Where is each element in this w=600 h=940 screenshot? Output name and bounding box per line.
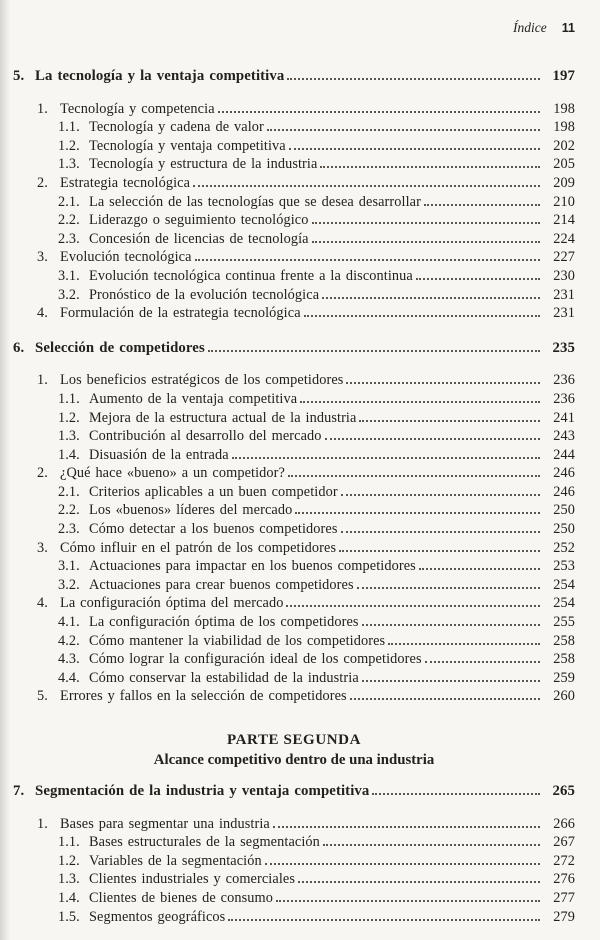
chapter-page-number: 235 [552,339,575,356]
toc-entry [13,632,575,651]
chapter-number: 5. [13,68,25,84]
dot-leader [208,350,540,352]
part-heading [13,730,575,770]
toc-entry [13,409,575,428]
toc-entry [13,815,575,834]
toc-entry [13,100,575,119]
entry-page-number: 198 [553,100,575,117]
chapter-heading [13,782,575,801]
entry-label: Errores y fallos en la selección de competidores [60,688,347,705]
dot-leader [232,457,540,459]
toc-entry [13,304,575,323]
toc-entry [13,371,575,390]
entry-label: Estrategia tecnológica [60,174,191,191]
chapter-heading [13,67,575,86]
toc-entry [13,650,575,669]
chapter-page-number: 197 [552,68,575,84]
chapter-title: Selección de competidores [35,339,205,356]
entry-page-number: 258 [553,651,575,668]
entry-page-number: 258 [553,632,575,649]
entry-number: 1.1. [58,834,80,851]
entry-page-number: 198 [553,119,575,136]
entry-label: Variables de la segmentación [89,852,262,869]
entry-number: 4.4. [58,669,80,686]
entry-page-number: 254 [553,576,575,593]
toc-entry [13,520,575,539]
entry-page-number: 230 [553,267,575,284]
entry-page-number: 252 [553,539,575,556]
entry-page-number: 255 [553,614,575,631]
dot-leader [267,129,540,131]
entry-number: 1.3. [58,156,80,173]
running-title: Índice [513,20,547,35]
chapter-entries [13,100,575,323]
chapter-title: La tecnología y la ventaja competitiva [35,68,285,84]
entry-page-number: 243 [553,428,575,445]
toc-entry [13,852,575,871]
entry-number: 1.2. [58,137,80,154]
toc-entry [13,267,575,286]
entry-label: Los «buenos» líderes del mercado [89,502,293,519]
toc-entry [13,248,575,267]
entry-label: Pronóstico de la evolución tecnológica [89,286,320,303]
toc-entry [13,211,575,230]
entry-number: 5. [37,688,48,705]
entry-page-number: 260 [553,688,575,705]
toc-entry [13,833,575,852]
toc-entry [13,576,575,595]
entry-number: 3.2. [58,576,80,593]
toc-entry [13,118,575,137]
toc-entry [13,427,575,446]
toc-entry [13,446,575,465]
chapter-title: Segmentación de la industria y ventaja competitiva [35,783,370,799]
entry-page-number: 250 [553,502,575,519]
dot-leader [425,661,540,663]
dot-leader [388,643,540,645]
entry-page-number: 244 [553,446,575,463]
entry-label: Criterios aplicables a un buen competidor [89,483,338,500]
dot-leader [312,222,540,224]
toc-entry [13,889,575,908]
chapter-heading [13,339,575,358]
entry-page-number: 231 [553,286,575,303]
entry-label: Clientes de bienes de consumo [89,889,273,906]
entry-page-number: 277 [553,889,575,906]
toc-entry [13,174,575,193]
entry-label: La configuración óptima del mercado [60,595,284,612]
entry-label: Actuaciones para impactar en los buenos competidores [89,558,416,575]
entry-label: Liderazgo o seguimiento tecnológico [89,212,309,229]
entry-label: Contribución al desarrollo del mercado [89,428,322,445]
toc-entry [13,193,575,212]
dot-leader [288,475,540,477]
entry-label: La configuración óptima de los competidores [89,614,359,631]
dot-leader [276,900,540,902]
toc-entry [13,669,575,688]
entry-page-number: 236 [553,390,575,407]
entry-number: 1.2. [58,852,80,869]
dot-leader [323,844,540,846]
entry-label: Bases estructurales de la segmentación [89,834,320,851]
dot-leader [287,78,540,80]
entry-label: Concesión de licencias de tecnología [89,230,309,247]
toc-entry [13,155,575,174]
entry-number: 3.1. [58,558,80,575]
dot-leader [416,278,540,280]
entry-number: 2.1. [58,193,80,210]
entry-number: 4.1. [58,614,80,631]
dot-leader [325,438,540,440]
entry-label: Formulación de la estrategia tecnológica [60,305,301,322]
toc-entry [13,870,575,889]
dot-leader [322,297,540,299]
dot-leader [359,420,540,422]
entry-label: Cómo detectar a los buenos competidores [89,521,338,538]
entry-number: 2.1. [58,483,80,500]
toc-entry [13,687,575,706]
entry-number: 3.1. [58,267,80,284]
dot-leader [228,919,540,921]
dot-leader [419,568,540,570]
toc-entry [13,464,575,483]
dot-leader [341,494,540,496]
toc-entry [13,230,575,249]
toc-entry [13,483,575,502]
entry-number: 3. [37,539,48,556]
part-number-line: PARTE SEGUNDA [226,732,362,748]
entry-label: Cómo conservar la estabilidad de la industria [89,669,359,686]
entry-page-number: 209 [553,174,575,191]
dot-leader [304,315,540,317]
entry-number: 4.2. [58,632,80,649]
entry-number: 4. [37,305,48,322]
chapter-page-number: 265 [552,783,575,799]
entry-page-number: 231 [553,305,575,322]
entry-page-number: 210 [553,193,575,210]
entry-page-number: 276 [553,871,575,888]
entry-number: 1.3. [58,428,80,445]
toc-entry [13,501,575,520]
entry-page-number: 224 [553,230,575,247]
dot-leader [273,826,540,828]
entry-number: 1.4. [58,889,80,906]
entry-label: Cómo lograr la configuración ideal de los competidores [89,651,422,668]
entry-number: 2. [37,174,48,191]
entry-number: 2.3. [58,521,80,538]
dot-leader [350,698,540,700]
dot-leader [312,241,540,243]
entry-number: 2.3. [58,230,80,247]
dot-leader [298,881,540,883]
entry-page-number: 253 [553,558,575,575]
dot-leader [362,680,540,682]
toc-entry [13,539,575,558]
entry-page-number: 205 [553,156,575,173]
entry-label: Tecnología y cadena de valor [89,119,264,136]
dot-leader [339,550,540,552]
dot-leader [286,605,540,607]
entry-label: Aumento de la ventaja competitiva [89,390,298,407]
entry-number: 1. [37,815,48,832]
toc-body [13,67,575,926]
entry-label: Mejora de la estructura actual de la industria [89,409,357,426]
entry-page-number: 259 [553,669,575,686]
entry-number: 1.5. [58,908,80,925]
entry-number: 1. [37,372,48,389]
toc-entry [13,557,575,576]
entry-label: Clientes industriales y comerciales [89,871,296,888]
dot-leader [295,512,540,514]
dot-leader [362,624,540,626]
entry-label: Tecnología y estructura de la industria [89,156,318,173]
toc-entry [13,594,575,613]
entry-page-number: 272 [553,852,575,869]
dot-leader [289,148,540,150]
toc-entry [13,613,575,632]
part-title-line: Alcance competitivo dentro de una industria [153,752,435,768]
entry-page-number: 236 [553,372,575,389]
entry-number: 4. [37,595,48,612]
entry-label: Disuasión de la entrada [89,446,229,463]
entry-number: 2.2. [58,502,80,519]
toc-entry [13,137,575,156]
entry-number: 3. [37,249,48,266]
entry-number: 1. [37,100,48,117]
entry-page-number: 246 [553,465,575,482]
page-header [13,20,575,36]
entry-label: Evolución tecnológica [60,249,192,266]
toc-entry [13,286,575,305]
entry-page-number: 267 [553,834,575,851]
entry-page-number: 202 [553,137,575,154]
chapter-number: 6. [13,339,25,356]
dot-leader [424,204,540,206]
entry-label: Cómo mantener la viabilidad de los competidores [89,632,386,649]
entry-number: 3.2. [58,286,80,303]
chapter-entries [13,371,575,706]
entry-page-number: 254 [553,595,575,612]
entry-label: Los beneficios estratégicos de los competidores [60,372,344,389]
entry-page-number: 250 [553,521,575,538]
entry-page-number: 227 [553,249,575,266]
entry-number: 1.3. [58,871,80,888]
dot-leader [218,111,540,113]
entry-label: Tecnología y competencia [60,100,215,117]
entry-number: 2. [37,465,48,482]
entry-page-number: 279 [553,908,575,925]
entry-label: La selección de las tecnologías que se desea desarrollar [89,193,421,210]
entry-label: Bases para segmentar una industria [60,815,270,832]
dot-leader [341,531,540,533]
dot-leader [300,401,540,403]
entry-label: Tecnología y ventaja competitiva [89,137,286,154]
entry-label: Actuaciones para crear buenos competidores [89,576,354,593]
dot-leader [195,259,540,261]
entry-page-number: 214 [553,212,575,229]
entry-number: 4.3. [58,651,80,668]
entry-label: ¿Qué hace «bueno» a un competidor? [60,465,285,482]
entry-page-number: 266 [553,815,575,832]
entry-number: 1.1. [58,119,80,136]
chapter-entries [13,815,575,927]
entry-label: Segmentos geográficos [89,908,226,925]
page-number: 11 [561,21,575,35]
entry-page-number: 246 [553,483,575,500]
entry-number: 1.2. [58,409,80,426]
entry-number: 2.2. [58,212,80,229]
entry-number: 1.1. [58,390,80,407]
entry-label: Evolución tecnológica continua frente a la discontinua [89,267,413,284]
dot-leader [320,166,540,168]
entry-label: Cómo influir en el patrón de los competidores [60,539,337,556]
dot-leader [372,793,540,795]
toc-entry [13,390,575,409]
dot-leader [265,863,540,865]
entry-number: 1.4. [58,446,80,463]
entry-page-number: 241 [553,409,575,426]
dot-leader [357,587,540,589]
toc-entry [13,908,575,927]
dot-leader [193,185,540,187]
dot-leader [346,382,540,384]
chapter-number: 7. [13,783,25,799]
